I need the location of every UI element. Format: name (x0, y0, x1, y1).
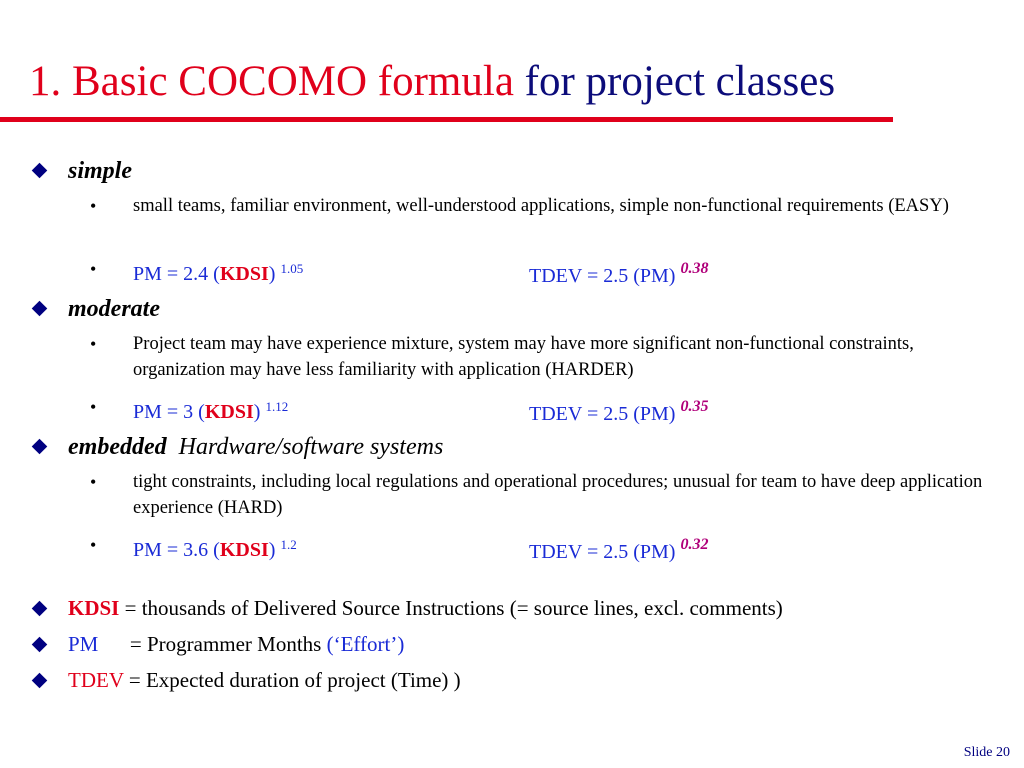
pm-exponent: 1.05 (280, 261, 304, 276)
bullet-dot-icon: • (90, 334, 97, 354)
class-description: tight constraints, including local regulations and operational procedures; unusual for team to have deep application experience (HARD) (133, 472, 983, 518)
tdev-text: TDEV = 2.5 (PM) (529, 540, 676, 563)
pm-suffix: ) (268, 539, 276, 562)
tdev-formula (529, 532, 708, 565)
definition-tdev (68, 666, 461, 694)
title-part-2: for project classes (513, 58, 836, 105)
diamond-bullet-icon (32, 301, 48, 317)
definition-term: TDEV (68, 668, 124, 692)
slide-number: Slide 20 (963, 745, 1010, 760)
bullet-dot-icon: • (90, 196, 97, 216)
definition-text: = Programmer Months (98, 632, 327, 656)
diamond-bullet-icon (32, 601, 48, 617)
kdsi-term: KDSI (219, 263, 269, 286)
class-subtitle: Hardware/software systems (178, 434, 444, 460)
definition-text: = thousands of Delivered Source Instructions (= source lines, excl. comments) (119, 596, 783, 620)
pm-prefix: PM = 3.6 ( (133, 539, 220, 562)
kdsi-term: KDSI (204, 401, 254, 424)
definition-term: PM (68, 632, 99, 656)
tdev-formula (529, 256, 708, 289)
tdev-exponent: 0.32 (680, 536, 709, 553)
bullet-dot-icon: • (90, 259, 97, 279)
class-heading-moderate (68, 295, 160, 323)
class-name: moderate (68, 296, 160, 322)
class-name: embedded (68, 434, 167, 460)
class-heading-embedded (68, 433, 443, 461)
pm-prefix: PM = 3 ( (133, 401, 205, 424)
diamond-bullet-icon (32, 439, 48, 455)
title-divider (0, 117, 893, 122)
tdev-exponent: 0.38 (680, 260, 709, 277)
class-heading-simple (68, 157, 132, 185)
class-name: simple (68, 158, 132, 184)
pm-formula (133, 394, 288, 425)
definition-kdsi (68, 594, 783, 622)
bullet-dot-icon: • (90, 397, 97, 417)
pm-exponent: 1.2 (280, 537, 297, 552)
tdev-text: TDEV = 2.5 (PM) (529, 264, 676, 287)
definition-extra: (‘Effort’) (326, 632, 405, 656)
diamond-bullet-icon (32, 163, 48, 179)
class-description: small teams, familiar environment, well-understood applications, simple non-functional requirements (EASY) (133, 196, 949, 216)
diamond-bullet-icon (32, 673, 48, 689)
bullet-dot-icon: • (90, 535, 97, 555)
pm-formula (133, 256, 303, 287)
tdev-text: TDEV = 2.5 (PM) (529, 402, 676, 425)
pm-exponent: 1.12 (265, 399, 289, 414)
title-part-1: 1. Basic COCOMO formula (29, 58, 514, 105)
diamond-bullet-icon (32, 637, 48, 653)
pm-suffix: ) (268, 263, 276, 286)
definition-pm (68, 630, 404, 658)
slide-title (29, 56, 835, 108)
pm-suffix: ) (253, 401, 261, 424)
bullet-dot-icon: • (90, 472, 97, 492)
pm-prefix: PM = 2.4 ( (133, 263, 220, 286)
definition-term: KDSI (68, 596, 120, 620)
definition-text: = Expected duration of project (Time) ) (123, 668, 461, 692)
pm-formula (133, 532, 297, 563)
tdev-exponent: 0.35 (680, 398, 709, 415)
class-description: Project team may have experience mixture, system may have more significant non-functional constraints, organization may have less familiarity with application (HARDER) (133, 334, 914, 380)
kdsi-term: KDSI (219, 539, 269, 562)
tdev-formula (529, 394, 708, 427)
